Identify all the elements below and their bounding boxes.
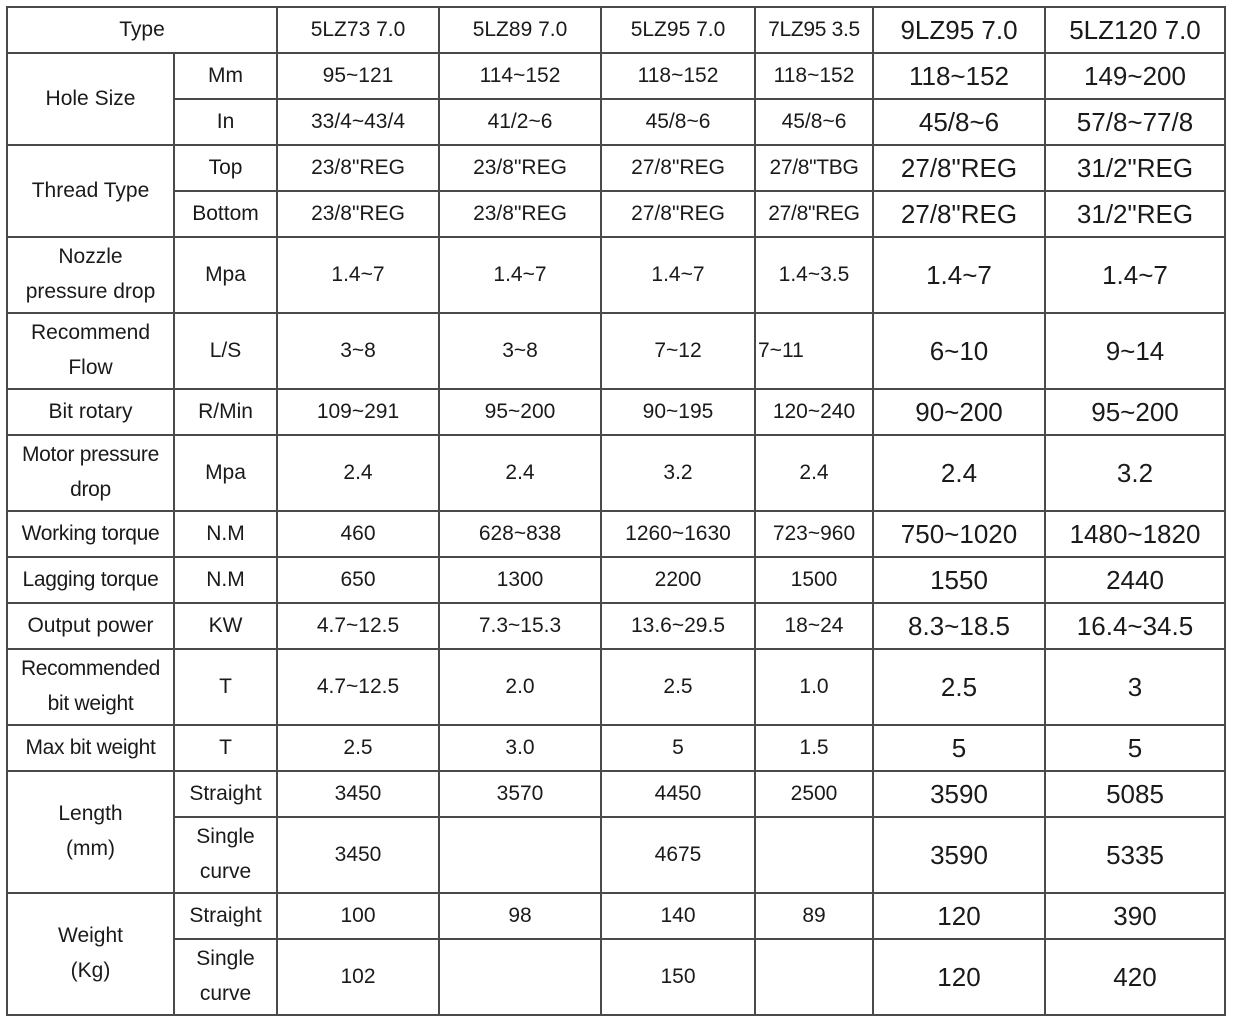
value-cell: 27/8"REG bbox=[873, 145, 1045, 191]
value-cell: 1550 bbox=[873, 557, 1045, 603]
value-cell: 95~200 bbox=[439, 389, 601, 435]
value-cell: 114~152 bbox=[439, 53, 601, 99]
value-cell: 3.2 bbox=[1045, 435, 1225, 511]
table-row bbox=[7, 53, 1225, 99]
value-cell: 1.4~7 bbox=[439, 237, 601, 313]
table-row bbox=[7, 771, 1225, 817]
value-cell: 2500 bbox=[755, 771, 873, 817]
unit-cell: L/S bbox=[174, 313, 277, 389]
table-row bbox=[7, 313, 1225, 389]
model-header-cell: 5LZ120 7.0 bbox=[1045, 7, 1225, 53]
value-cell: 23/8"REG bbox=[439, 145, 601, 191]
value-cell: 1300 bbox=[439, 557, 601, 603]
table-row bbox=[7, 939, 1225, 1015]
value-cell: 1.4~3.5 bbox=[755, 237, 873, 313]
param-label-cell: Recommend Flow bbox=[7, 313, 174, 389]
value-cell: 2440 bbox=[1045, 557, 1225, 603]
value-cell bbox=[755, 817, 873, 893]
value-cell: 18~24 bbox=[755, 603, 873, 649]
value-cell: 45/8~6 bbox=[873, 99, 1045, 145]
value-cell: 3450 bbox=[277, 771, 439, 817]
value-cell: 2.5 bbox=[277, 725, 439, 771]
value-cell: 57/8~77/8 bbox=[1045, 99, 1225, 145]
value-cell: 7~11 bbox=[755, 313, 873, 389]
value-cell: 149~200 bbox=[1045, 53, 1225, 99]
value-cell bbox=[439, 939, 601, 1015]
value-cell: 650 bbox=[277, 557, 439, 603]
value-cell: 420 bbox=[1045, 939, 1225, 1015]
unit-cell: T bbox=[174, 725, 277, 771]
value-cell: 390 bbox=[1045, 893, 1225, 939]
value-cell: 9~14 bbox=[1045, 313, 1225, 389]
value-cell: 5335 bbox=[1045, 817, 1225, 893]
value-cell: 16.4~34.5 bbox=[1045, 603, 1225, 649]
value-cell: 120 bbox=[873, 939, 1045, 1015]
value-cell: 2200 bbox=[601, 557, 755, 603]
model-header-cell: 9LZ95 7.0 bbox=[873, 7, 1045, 53]
value-cell: 4.7~12.5 bbox=[277, 649, 439, 725]
model-header-cell: 5LZ73 7.0 bbox=[277, 7, 439, 53]
value-cell: 460 bbox=[277, 511, 439, 557]
param-label-cell: Weight (Kg) bbox=[7, 893, 174, 1015]
value-cell: 8.3~18.5 bbox=[873, 603, 1045, 649]
table-row bbox=[7, 817, 1225, 893]
value-cell: 3~8 bbox=[277, 313, 439, 389]
value-cell: 23/8"REG bbox=[277, 191, 439, 237]
value-cell: 23/8"REG bbox=[439, 191, 601, 237]
table-row bbox=[7, 389, 1225, 435]
table-row bbox=[7, 237, 1225, 313]
model-header-cell: 5LZ89 7.0 bbox=[439, 7, 601, 53]
table-row bbox=[7, 603, 1225, 649]
value-cell: 27/8"REG bbox=[873, 191, 1045, 237]
unit-cell: N.M bbox=[174, 511, 277, 557]
value-cell: 27/8"TBG bbox=[755, 145, 873, 191]
value-cell: 6~10 bbox=[873, 313, 1045, 389]
value-cell: 3~8 bbox=[439, 313, 601, 389]
value-cell: 1.4~7 bbox=[1045, 237, 1225, 313]
value-cell: 723~960 bbox=[755, 511, 873, 557]
value-cell: 1.4~7 bbox=[873, 237, 1045, 313]
unit-cell: Mm bbox=[174, 53, 277, 99]
value-cell: 95~121 bbox=[277, 53, 439, 99]
value-cell: 118~152 bbox=[601, 53, 755, 99]
model-header-cell: 5LZ95 7.0 bbox=[601, 7, 755, 53]
table-row bbox=[7, 557, 1225, 603]
value-cell: 2.0 bbox=[439, 649, 601, 725]
value-cell: 1480~1820 bbox=[1045, 511, 1225, 557]
value-cell: 628~838 bbox=[439, 511, 601, 557]
value-cell: 31/2"REG bbox=[1045, 145, 1225, 191]
value-cell: 90~195 bbox=[601, 389, 755, 435]
value-cell: 27/8"REG bbox=[601, 191, 755, 237]
value-cell: 120~240 bbox=[755, 389, 873, 435]
unit-cell: Single curve bbox=[174, 817, 277, 893]
param-label-cell: Output power bbox=[7, 603, 174, 649]
table-row bbox=[7, 725, 1225, 771]
drilling-motor-spec-table bbox=[6, 6, 1226, 1016]
value-cell: 140 bbox=[601, 893, 755, 939]
value-cell: 2.5 bbox=[601, 649, 755, 725]
value-cell: 31/2"REG bbox=[1045, 191, 1225, 237]
unit-cell: Single curve bbox=[174, 939, 277, 1015]
value-cell: 4.7~12.5 bbox=[277, 603, 439, 649]
param-label-cell: Hole Size bbox=[7, 53, 174, 145]
value-cell: 150 bbox=[601, 939, 755, 1015]
value-cell: 2.4 bbox=[277, 435, 439, 511]
table-row bbox=[7, 191, 1225, 237]
value-cell: 3570 bbox=[439, 771, 601, 817]
value-cell bbox=[755, 939, 873, 1015]
value-cell: 5085 bbox=[1045, 771, 1225, 817]
param-label-cell: Length (mm) bbox=[7, 771, 174, 893]
table-row bbox=[7, 649, 1225, 725]
value-cell: 1.0 bbox=[755, 649, 873, 725]
param-label-cell: Recommended bit weight bbox=[7, 649, 174, 725]
value-cell: 2.4 bbox=[873, 435, 1045, 511]
model-header-cell: 7LZ95 3.5 bbox=[755, 7, 873, 53]
param-label-cell: Lagging torque bbox=[7, 557, 174, 603]
value-cell: 2.5 bbox=[873, 649, 1045, 725]
value-cell: 3 bbox=[1045, 649, 1225, 725]
value-cell: 1.5 bbox=[755, 725, 873, 771]
value-cell: 89 bbox=[755, 893, 873, 939]
value-cell: 102 bbox=[277, 939, 439, 1015]
value-cell: 95~200 bbox=[1045, 389, 1225, 435]
value-cell: 1.4~7 bbox=[601, 237, 755, 313]
value-cell: 2.4 bbox=[755, 435, 873, 511]
value-cell: 27/8"REG bbox=[601, 145, 755, 191]
value-cell: 109~291 bbox=[277, 389, 439, 435]
value-cell: 13.6~29.5 bbox=[601, 603, 755, 649]
param-label-cell: Motor pressure drop bbox=[7, 435, 174, 511]
value-cell: 7.3~15.3 bbox=[439, 603, 601, 649]
value-cell: 90~200 bbox=[873, 389, 1045, 435]
unit-cell: Top bbox=[174, 145, 277, 191]
value-cell: 41/2~6 bbox=[439, 99, 601, 145]
table-row bbox=[7, 893, 1225, 939]
param-label-cell: Thread Type bbox=[7, 145, 174, 237]
unit-cell: N.M bbox=[174, 557, 277, 603]
table-row bbox=[7, 511, 1225, 557]
value-cell: 98 bbox=[439, 893, 601, 939]
value-cell: 5 bbox=[1045, 725, 1225, 771]
header-row bbox=[7, 7, 1225, 53]
unit-cell: In bbox=[174, 99, 277, 145]
value-cell: 45/8~6 bbox=[755, 99, 873, 145]
unit-cell: Straight bbox=[174, 771, 277, 817]
table-row bbox=[7, 435, 1225, 511]
unit-cell: Mpa bbox=[174, 237, 277, 313]
value-cell: 1500 bbox=[755, 557, 873, 603]
value-cell: 5 bbox=[873, 725, 1045, 771]
value-cell: 27/8"REG bbox=[755, 191, 873, 237]
value-cell: 118~152 bbox=[873, 53, 1045, 99]
param-label-cell: Nozzle pressure drop bbox=[7, 237, 174, 313]
value-cell: 45/8~6 bbox=[601, 99, 755, 145]
value-cell: 33/4~43/4 bbox=[277, 99, 439, 145]
value-cell: 1.4~7 bbox=[277, 237, 439, 313]
param-label-cell: Bit rotary bbox=[7, 389, 174, 435]
value-cell: 3590 bbox=[873, 771, 1045, 817]
value-cell: 118~152 bbox=[755, 53, 873, 99]
value-cell: 2.4 bbox=[439, 435, 601, 511]
unit-cell: Mpa bbox=[174, 435, 277, 511]
unit-cell: KW bbox=[174, 603, 277, 649]
table-row bbox=[7, 145, 1225, 191]
value-cell bbox=[439, 817, 601, 893]
value-cell: 1260~1630 bbox=[601, 511, 755, 557]
unit-cell: Bottom bbox=[174, 191, 277, 237]
value-cell: 5 bbox=[601, 725, 755, 771]
value-cell: 100 bbox=[277, 893, 439, 939]
unit-cell: T bbox=[174, 649, 277, 725]
value-cell: 120 bbox=[873, 893, 1045, 939]
value-cell: 4675 bbox=[601, 817, 755, 893]
value-cell: 3590 bbox=[873, 817, 1045, 893]
value-cell: 3450 bbox=[277, 817, 439, 893]
value-cell: 3.2 bbox=[601, 435, 755, 511]
value-cell: 750~1020 bbox=[873, 511, 1045, 557]
value-cell: 3.0 bbox=[439, 725, 601, 771]
type-header-cell: Type bbox=[7, 7, 277, 53]
table-row bbox=[7, 99, 1225, 145]
value-cell: 4450 bbox=[601, 771, 755, 817]
param-label-cell: Working torque bbox=[7, 511, 174, 557]
unit-cell: R/Min bbox=[174, 389, 277, 435]
value-cell: 7~12 bbox=[601, 313, 755, 389]
param-label-cell: Max bit weight bbox=[7, 725, 174, 771]
value-cell: 23/8"REG bbox=[277, 145, 439, 191]
unit-cell: Straight bbox=[174, 893, 277, 939]
